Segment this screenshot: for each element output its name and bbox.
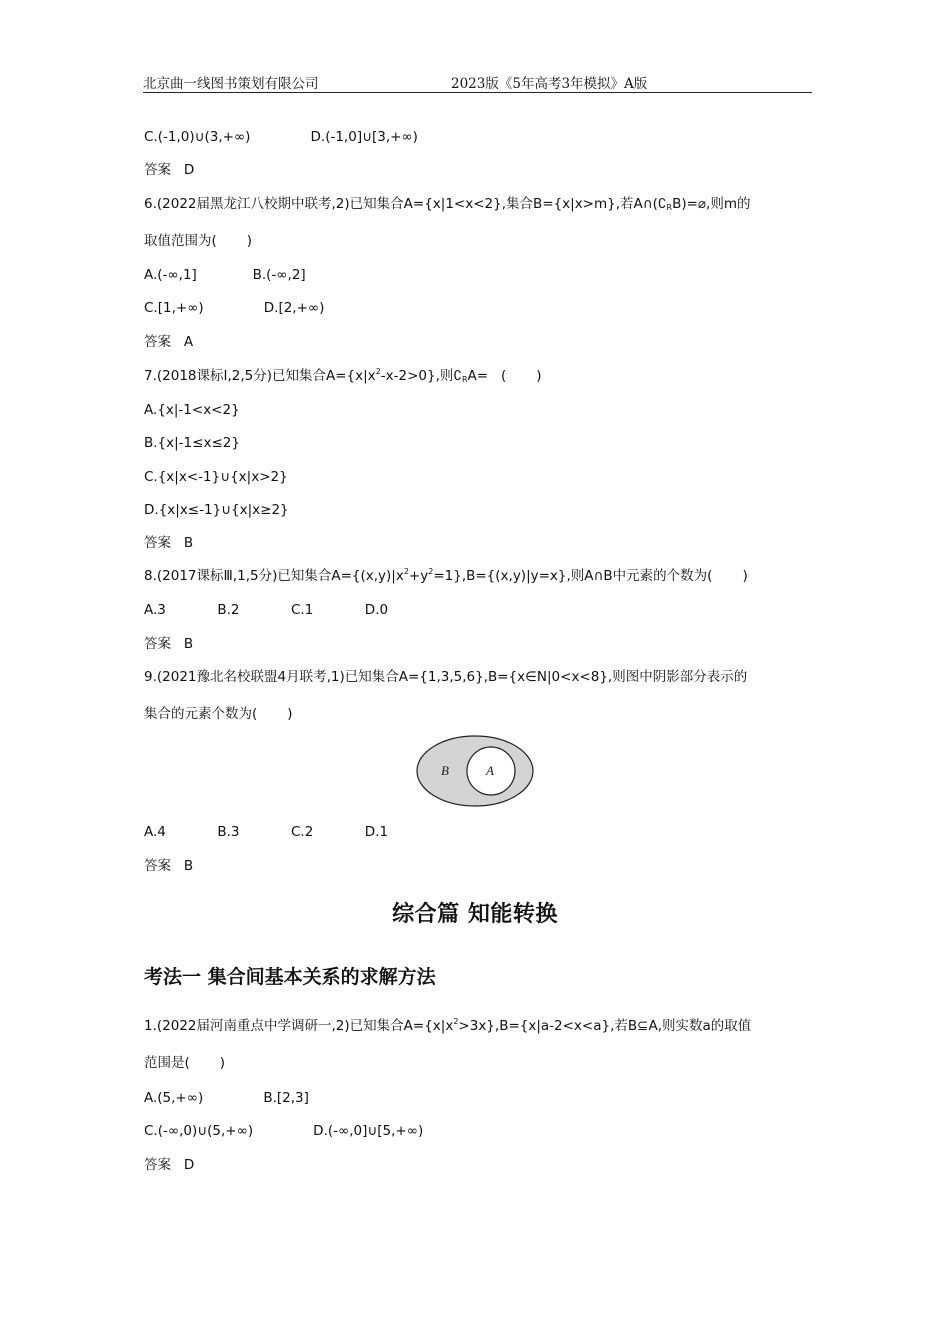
q8-stem-text: 8.(2017课标Ⅲ,1,5分)已知集合A={(x,y)|x xyxy=(144,568,404,584)
answer-label: 答案 xyxy=(144,1157,171,1173)
q9-answer xyxy=(144,857,193,875)
header-publisher: 北京曲一线图书策划有限公司 xyxy=(143,76,319,92)
q7-subscript: R xyxy=(461,375,468,384)
q7-answer xyxy=(144,534,193,552)
q7-option-b: B.{x|-1≤x≤2} xyxy=(144,435,240,451)
q9-options: A.4 B.3 C.2 D.1 xyxy=(144,824,389,840)
q6-options-ab: A.(-∞,1] B.(-∞,2] xyxy=(144,267,306,283)
p1-stem-end: >3x},B={x|a-2<x<a},若B⊆A,则实数a的取值 xyxy=(458,1018,752,1034)
q7-stem xyxy=(144,367,542,385)
answer-label: 答案 xyxy=(144,535,171,551)
set-b-label: B xyxy=(441,763,449,778)
q6-stem-end: B)=⌀,则m的 xyxy=(672,196,751,212)
answer-value: B xyxy=(183,636,194,652)
answer-value: B xyxy=(183,535,194,551)
answer-value: B xyxy=(183,858,194,874)
answer-label: 答案 xyxy=(144,334,171,350)
p1-stem-text: 1.(2022届河南重点中学调研一,2)已知集合A={x|x xyxy=(144,1018,454,1034)
q8-stem-end: =1},B={(x,y)|y=x},则A∩B中元素的个数为( ) xyxy=(433,568,748,584)
p1-answer xyxy=(144,1156,194,1174)
header-edition: 2023版《5年高考3年模拟》A版 xyxy=(451,76,648,92)
q7-superscript: 2 xyxy=(375,367,381,376)
answer-value: A xyxy=(183,334,194,350)
p1-options-ab: A.(5,+∞) B.[2,3] xyxy=(144,1090,309,1106)
q6-answer xyxy=(144,333,193,351)
answer-value: D xyxy=(183,162,195,178)
q5-answer xyxy=(144,161,194,179)
q6-stem-text: 6.(2022届黑龙江八校期中联考,2)已知集合A={x|1<x<2},集合B={x|x>m},若A∩(∁ xyxy=(144,196,667,212)
method-title: 考法一 集合间基本关系的求解方法 xyxy=(144,966,436,988)
q7-stem-text: 7.(2018课标Ⅰ,2,5分)已知集合A={x|x xyxy=(144,368,376,384)
q8-stem xyxy=(144,567,748,585)
q8-superscript-1: 2 xyxy=(403,567,409,576)
p1-stem-line1 xyxy=(144,1017,751,1035)
answer-label: 答案 xyxy=(144,636,171,652)
q8-options: A.3 B.2 C.1 D.0 xyxy=(144,602,389,618)
q7-stem-end: A= ( ) xyxy=(467,368,542,384)
q6-stem-line2: 取值范围为( ) xyxy=(144,233,253,249)
set-a-label: A xyxy=(486,763,494,778)
q7-option-a: A.{x|-1<x<2} xyxy=(144,402,240,418)
q8-answer xyxy=(144,635,193,653)
answer-label: 答案 xyxy=(144,162,171,178)
q7-stem-mid: -x-2>0},则∁ xyxy=(380,368,462,384)
q7-option-c: C.{x|x<-1}∪{x|x>2} xyxy=(144,469,288,485)
section-title: 综合篇 知能转换 xyxy=(392,902,558,927)
p1-options-cd: C.(-∞,0)∪(5,+∞) D.(-∞,0]∪[5,+∞) xyxy=(144,1123,424,1139)
q6-options-cd: C.[1,+∞) D.[2,+∞) xyxy=(144,300,325,316)
q6-subscript: R xyxy=(666,203,673,212)
q9-stem-line1: 9.(2021豫北名校联盟4月联考,1)已知集合A={1,3,5,6},B={x∈N|0<x<8},则图中阴影部分表示的 xyxy=(144,669,748,685)
p1-stem-line2: 范围是( ) xyxy=(144,1055,226,1071)
answer-value: D xyxy=(183,1157,195,1173)
q9-stem-line2: 集合的元素个数为( ) xyxy=(144,706,293,722)
q6-stem-line1 xyxy=(144,195,750,213)
p1-superscript: 2 xyxy=(453,1017,459,1026)
q7-option-d: D.{x|x≤-1}∪{x|x≥2} xyxy=(144,502,289,518)
venn-diagram xyxy=(415,734,537,808)
q8-stem-mid: +y xyxy=(408,568,429,584)
q5-options-cd: C.(-1,0)∪(3,+∞) D.(-1,0]∪[3,+∞) xyxy=(144,129,418,145)
answer-label: 答案 xyxy=(144,858,171,874)
q8-superscript-2: 2 xyxy=(428,567,434,576)
page-header xyxy=(143,72,812,93)
